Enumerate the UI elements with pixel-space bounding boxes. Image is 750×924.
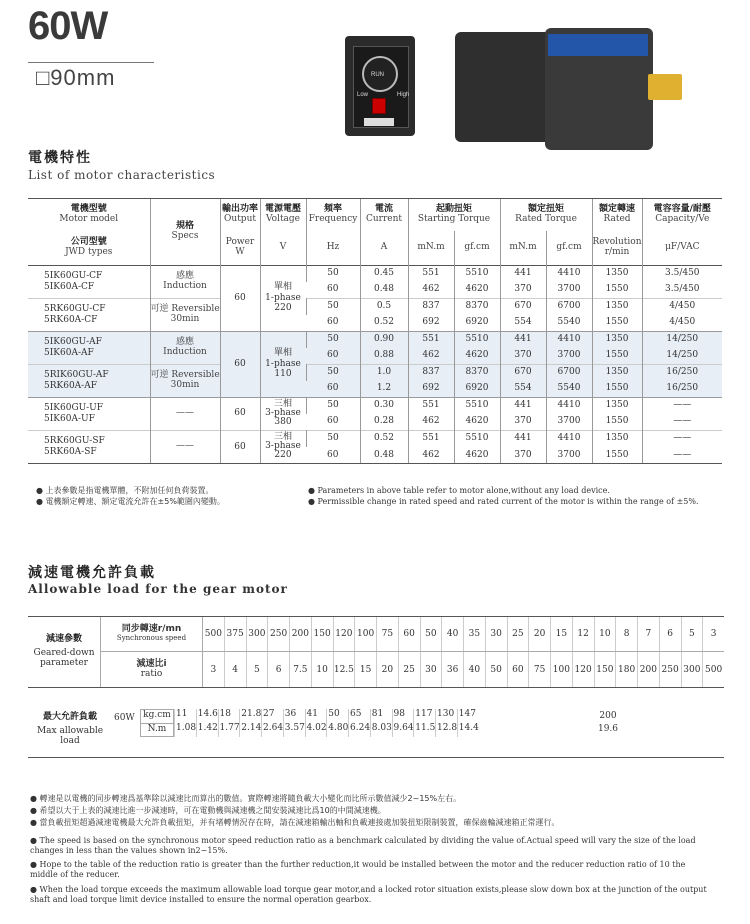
note2-en-2: ● When the load torque exceeds the maximum allowable load torque gear motor,and a locked rotor situation exists,please slow down box at the junction of the output shaft and load torque limit device installed to ensure the normal operation gearbox. bbox=[30, 885, 707, 904]
spec-cell: —— bbox=[150, 430, 220, 463]
table-cell: 370 bbox=[500, 447, 546, 464]
table-cell: 1550 bbox=[592, 381, 642, 398]
nameplate bbox=[364, 118, 394, 126]
section1-title-zh: 電機特性 bbox=[28, 150, 92, 166]
output-cell: 60 bbox=[220, 430, 260, 463]
load-cell: 36 3.57 bbox=[283, 709, 305, 737]
table-cell: 3700 bbox=[546, 282, 592, 299]
model-cell: 5RIK60GU-AF 5RK60A-AF bbox=[44, 370, 109, 391]
table-cell: 3700 bbox=[546, 414, 592, 431]
divider bbox=[28, 62, 154, 63]
section1-title-en: List of motor characteristics bbox=[28, 168, 216, 182]
table-cell: 670 bbox=[500, 364, 546, 381]
table-cell: 1550 bbox=[592, 348, 642, 365]
table-cell: 0.28 bbox=[360, 414, 408, 431]
motor-label bbox=[548, 34, 648, 56]
note2-zh-1: ● 希望以大于上表的減速比進一步減速時，可在電動機與減速機之間安裝減速比爲10的中間減速機。 bbox=[30, 806, 386, 815]
table-cell: 5510 bbox=[454, 265, 500, 282]
table-cell: 462 bbox=[408, 447, 454, 464]
table-cell: 4 bbox=[224, 652, 246, 687]
table-cell: 551 bbox=[408, 397, 454, 414]
table-cell: 60 bbox=[327, 416, 339, 427]
table-cell: 670 bbox=[500, 298, 546, 315]
model-cell: 5IK60GU-UF 5IK60A-UF bbox=[44, 403, 103, 424]
load-cell: 81 8.03 bbox=[370, 709, 392, 737]
table-cell: 14/250 bbox=[642, 331, 722, 348]
load-cell: 50 4.80 bbox=[326, 709, 348, 737]
table-row bbox=[28, 331, 722, 348]
table-cell: 837 bbox=[408, 364, 454, 381]
table-cell: 3.5/450 bbox=[642, 265, 722, 282]
load-values bbox=[174, 709, 479, 737]
table-cell: 150 bbox=[594, 652, 616, 687]
col-frequency: 頻率 Frequency bbox=[306, 199, 360, 231]
table-cell: 60 bbox=[327, 317, 339, 328]
power-switch-icon bbox=[372, 98, 386, 114]
table-cell: 300 bbox=[681, 652, 703, 687]
table-cell: 5510 bbox=[454, 331, 500, 348]
table-cell: 8 bbox=[615, 617, 637, 651]
table-cell: 120 bbox=[333, 617, 355, 651]
table-cell: 60 bbox=[327, 383, 339, 394]
table-cell: 120 bbox=[572, 652, 594, 687]
table-cell: 100 bbox=[354, 617, 376, 651]
table-cell: 300 bbox=[246, 617, 268, 651]
table-cell: 554 bbox=[500, 381, 546, 398]
table-cell: 1.0 bbox=[360, 364, 408, 381]
table-row bbox=[28, 364, 722, 381]
table-cell: 441 bbox=[500, 430, 546, 447]
table-cell: 30 bbox=[485, 617, 507, 651]
table-cell: 8370 bbox=[454, 298, 500, 315]
load-cell: 14.6 1.42 bbox=[196, 709, 218, 737]
table-cell: 692 bbox=[408, 381, 454, 398]
table-cell: 1350 bbox=[592, 298, 642, 315]
table-cell: 3700 bbox=[546, 348, 592, 365]
table-cell: 14/250 bbox=[642, 348, 722, 365]
table-cell: 1550 bbox=[592, 315, 642, 332]
table-cell: 180 bbox=[615, 652, 637, 687]
table-cell: 3 bbox=[202, 652, 224, 687]
table-cell: 250 bbox=[267, 617, 289, 651]
table-cell: 75 bbox=[376, 617, 398, 651]
table-cell: 15 bbox=[354, 652, 376, 687]
table-cell: 5510 bbox=[454, 430, 500, 447]
table-cell: 250 bbox=[659, 652, 681, 687]
section2-title-zh: 減速電機允許負載 bbox=[28, 565, 156, 581]
table-cell: 60 bbox=[507, 652, 529, 687]
table-cell: 10 bbox=[311, 652, 333, 687]
table-cell: 551 bbox=[408, 430, 454, 447]
voltage-cell: 單相 1-phase 220 bbox=[260, 265, 306, 331]
load-cell: 98 9.64 bbox=[392, 709, 414, 737]
table-cell: —— bbox=[642, 414, 722, 431]
table-row bbox=[28, 265, 722, 282]
model-cell: 5IK60GU-CF 5IK60A-CF bbox=[44, 271, 103, 292]
power-rating: 60W bbox=[28, 4, 108, 48]
high-label: High bbox=[397, 92, 410, 98]
table-cell: 370 bbox=[500, 282, 546, 299]
table-cell: 60 bbox=[398, 617, 420, 651]
table-cell: 441 bbox=[500, 265, 546, 282]
section2-title-en: Allowable load for the gear motor bbox=[28, 582, 288, 596]
table-cell: 0.45 bbox=[360, 265, 408, 282]
table-cell: 4620 bbox=[454, 348, 500, 365]
table-cell: 3 bbox=[702, 617, 724, 651]
max-load-kgcm: 200 bbox=[599, 711, 617, 721]
table-cell: 30 bbox=[420, 652, 442, 687]
col-current: 電流 Current bbox=[360, 199, 408, 231]
table-cell: 375 bbox=[224, 617, 246, 651]
table-cell: 36 bbox=[441, 652, 463, 687]
table-cell: 0.5 bbox=[360, 298, 408, 315]
table-cell: 100 bbox=[550, 652, 572, 687]
table-cell: 0.30 bbox=[360, 397, 408, 414]
table-row bbox=[28, 430, 722, 447]
table-cell: 50 bbox=[306, 298, 360, 315]
table-cell: 4410 bbox=[546, 265, 592, 282]
motor-characteristics-table: 電機型號 Motor model 規格 Specs 輸出功率 Output 電源電壓 Voltage 頻率 Frequency 電流 Current 起動扭矩 Starting Torque 額定扭矩 Rated Torque 額定轉速 Rated 電容容量/耐壓 Capacity/Ve 公司型號 JWD types Power W V Hz A mN.m gf.cm mN.m gf.cm Revolution r/min μF/VAC 5IK60GU-CF 5IK60A-CF 感應 Induction 60 單相 1-phase 220 50 0.45 551 5510 441 4410 1350 3.5/450 60 0.48 462 4620 370 3700 1550 3.5/450 5RK60GU-CF 5RK60A-CF 可逆 Reversible 30min 50 0.5 837 8370 670 6700 1350 4/450 60 0.52 692 6920 554 5540 1550 4/450 5IK60GU-AF 5IK60A-AF 感應 Induction 60 單相 1-phase 110 50 0.90 551 5510 441 4410 1350 14/250 60 0.88 462 4620 370 3700 1550 14/250 5RIK60GU-AF 5RK60A-AF 可逆 Reversible 30min 50 1.0 837 8370 670 6700 1350 16/250 60 1.2 692 6920 554 5540 1550 16/250 5IK60GU-UF 5IK60A-UF —— 60 三相 3-phase 380 50 0.30 551 5510 441 4410 1350 —— 60 0.28 462 4620 370 3700 1550 —— 5RK60GU-SF 5RK60A-SF —— 60 三相 3-phase 220 50 0.52 551 5510 441 4410 1350 —— 60 0.48 462 4620 370 3700 1550 —— bbox=[28, 198, 722, 464]
table-cell: 3700 bbox=[546, 447, 592, 464]
table-cell: 1550 bbox=[592, 447, 642, 464]
table-cell: 50 bbox=[306, 430, 360, 447]
output-cell: 60 bbox=[220, 397, 260, 430]
table-cell: 8370 bbox=[454, 364, 500, 381]
table-cell: 0.90 bbox=[360, 331, 408, 348]
table-cell: 4410 bbox=[546, 331, 592, 348]
note1-en-0: ● Parameters in above table refer to motor alone,without any load device. bbox=[308, 486, 610, 495]
table-cell: 462 bbox=[408, 282, 454, 299]
load-cell: 21.8 2.14 bbox=[239, 709, 261, 737]
table-row bbox=[28, 397, 722, 414]
table-cell: 150 bbox=[311, 617, 333, 651]
col-starting-torque: 起動扭矩 Starting Torque bbox=[408, 199, 500, 231]
note1-en-1: ● Permissible change in rated speed and rated current of the motor is within the range of ±5%. bbox=[308, 497, 699, 506]
voltage-cell: 單相 1-phase 110 bbox=[260, 331, 306, 397]
table-cell: 441 bbox=[500, 397, 546, 414]
col-voltage: 電源電壓 Voltage bbox=[260, 199, 306, 231]
spec-cell: 可逆 Reversible 30min bbox=[150, 364, 220, 397]
table-cell: 5 bbox=[681, 617, 703, 651]
table-cell: 462 bbox=[408, 348, 454, 365]
table-cell: 200 bbox=[289, 617, 311, 651]
table-cell: 1350 bbox=[592, 265, 642, 282]
load-cell: 41 4.02 bbox=[305, 709, 327, 737]
load-cell: 18 1.77 bbox=[218, 709, 240, 737]
table-cell: 1350 bbox=[592, 331, 642, 348]
load-cell: 27 2.64 bbox=[261, 709, 283, 737]
table-cell: 50 bbox=[306, 265, 360, 282]
table-cell: 7 bbox=[637, 617, 659, 651]
col-rated-speed: 額定轉速 Rated bbox=[592, 199, 642, 231]
table-cell: 20 bbox=[528, 617, 550, 651]
table-cell: 1350 bbox=[592, 364, 642, 381]
table-cell: 60 bbox=[327, 449, 339, 460]
table-cell: 25 bbox=[398, 652, 420, 687]
note1-zh-0: ● 上表參數是指電機單體，不附加任何負荷裝置。 bbox=[36, 486, 214, 495]
note1-zh-1: ● 電機額定轉速、額定電流允許在±5%範圍內變動。 bbox=[36, 497, 225, 506]
table-cell: 500 bbox=[702, 652, 724, 687]
table-cell: 4/450 bbox=[642, 315, 722, 332]
table-cell: 50 bbox=[306, 364, 360, 381]
motor-body bbox=[455, 32, 553, 142]
table-cell: 4620 bbox=[454, 447, 500, 464]
table-row bbox=[28, 298, 722, 315]
table-cell: 5 bbox=[246, 652, 268, 687]
table-cell: 4410 bbox=[546, 430, 592, 447]
table-cell: 5540 bbox=[546, 315, 592, 332]
table-cell: 25 bbox=[507, 617, 529, 651]
table-cell: 200 bbox=[637, 652, 659, 687]
run-label: RUN bbox=[371, 72, 384, 78]
table-cell: 0.52 bbox=[360, 430, 408, 447]
max-load-nm: 19.6 bbox=[597, 724, 619, 734]
col-model: 電機型號 Motor model bbox=[59, 204, 119, 224]
table-cell: 4410 bbox=[546, 397, 592, 414]
table-cell: 50 bbox=[485, 652, 507, 687]
table-cell: 12 bbox=[572, 617, 594, 651]
table-cell: 50 bbox=[306, 397, 360, 414]
table-cell: 50 bbox=[306, 331, 360, 348]
load-cell: 130 12.8 bbox=[435, 709, 457, 737]
note2-zh-2: ● 當負載扭矩超過減速電機最大允許負載扭矩，并有堵轉情況存在時，請在減速箱輸出軸和負載連接處加裝扭矩限制裝置，確保齒輪減速箱正常運行。 bbox=[30, 818, 560, 827]
model-cell: 5RK60GU-SF 5RK60A-SF bbox=[44, 436, 105, 457]
table-cell: —— bbox=[642, 447, 722, 464]
table-cell: 6700 bbox=[546, 298, 592, 315]
table-cell: 6700 bbox=[546, 364, 592, 381]
table-cell: 10 bbox=[594, 617, 616, 651]
load-cell: 11 1.08 bbox=[174, 709, 196, 737]
model-cell: 5IK60GU-AF 5IK60A-AF bbox=[44, 337, 102, 358]
table-cell: 692 bbox=[408, 315, 454, 332]
table-cell: 1550 bbox=[592, 282, 642, 299]
watt-label: 60W bbox=[114, 713, 135, 723]
note2-en-1: ● Hope to the table of the reduction ratio is greater than the further reduction,it would be installed between the motor and the reducer reduction ratio of 10 the middle of the reducer. bbox=[30, 860, 686, 879]
table-cell: 837 bbox=[408, 298, 454, 315]
allowable-load-table: 減速參數 Geared-down parameter 同步轉速r/mn Synchronous speed 減速比i ratio 500 375 300 250 200 150 120 100 75 60 50 40 35 30 25 20 15 12 10 8 7 6 5 3 3 4 5 6 7.5 10 12.5 15 20 25 30 36 40 50 60 75 100 120 150 180 200 250 300 500 最大允許負載 Max allowable load 60W kg.cm N.m 11 1.08 14.6 1.42 18 1.77 21.8 2.14 27 2.64 36 3.57 41 4.02 50 4.80 65 6.24 81 8.03 98 9.64 117 11.5 130 12.8 147 14.4 200 19.6 bbox=[28, 616, 724, 758]
table-cell: 1350 bbox=[592, 430, 642, 447]
table-cell: 15 bbox=[550, 617, 572, 651]
table-cell: 6 bbox=[659, 617, 681, 651]
table-cell: 1550 bbox=[592, 414, 642, 431]
spec-cell: 感應 Induction bbox=[150, 331, 220, 364]
table-cell: 462 bbox=[408, 414, 454, 431]
load-cell: 147 14.4 bbox=[457, 709, 479, 737]
table-cell: 60 bbox=[327, 350, 339, 361]
table-cell: 6920 bbox=[454, 381, 500, 398]
spec-cell: —— bbox=[150, 397, 220, 430]
load-cell: 117 11.5 bbox=[413, 709, 435, 737]
table-cell: 0.48 bbox=[360, 282, 408, 299]
load-cell: 65 6.24 bbox=[348, 709, 370, 737]
frame-size: □90mm bbox=[36, 65, 116, 90]
table-cell: 60 bbox=[327, 284, 339, 295]
table-cell: —— bbox=[642, 430, 722, 447]
speed-row bbox=[202, 617, 724, 652]
table-cell: 16/250 bbox=[642, 364, 722, 381]
table-cell: 3.5/450 bbox=[642, 282, 722, 299]
table-cell: 370 bbox=[500, 348, 546, 365]
table-cell: 20 bbox=[376, 652, 398, 687]
output-cell: 60 bbox=[220, 265, 260, 331]
table-cell: 500 bbox=[202, 617, 224, 651]
table-cell: 5540 bbox=[546, 381, 592, 398]
table-cell: 0.52 bbox=[360, 315, 408, 332]
model-cell: 5RK60GU-CF 5RK60A-CF bbox=[44, 304, 106, 325]
note2-en-0: ● The speed is based on the synchronous motor speed reduction ratio as a benchmark calculated by dividing the value of.Actual speed will vary the size of the load changes in less than the values shown in2~15%. bbox=[30, 836, 696, 855]
table-cell: 5510 bbox=[454, 397, 500, 414]
table-cell: 35 bbox=[463, 617, 485, 651]
table-cell: 40 bbox=[441, 617, 463, 651]
table-cell: 370 bbox=[500, 414, 546, 431]
ratio-row bbox=[202, 652, 724, 687]
table-cell: 4/450 bbox=[642, 298, 722, 315]
spec-cell: 感應 Induction bbox=[150, 265, 220, 298]
table-cell: 7.5 bbox=[289, 652, 311, 687]
table-cell: 1.2 bbox=[360, 381, 408, 398]
table-cell: 75 bbox=[528, 652, 550, 687]
output-cell: 60 bbox=[220, 331, 260, 397]
table-cell: 50 bbox=[420, 617, 442, 651]
table-cell: 4620 bbox=[454, 282, 500, 299]
spec-cell: 可逆 Reversible 30min bbox=[150, 298, 220, 331]
table-cell: 554 bbox=[500, 315, 546, 332]
table-cell: 0.88 bbox=[360, 348, 408, 365]
table-cell: 1350 bbox=[592, 397, 642, 414]
col-specs: 規格 Specs bbox=[150, 199, 220, 265]
col-capacity: 電容容量/耐壓 Capacity/Ve bbox=[642, 199, 722, 231]
table-cell: 4620 bbox=[454, 414, 500, 431]
output-shaft bbox=[648, 74, 682, 100]
table-cell: 551 bbox=[408, 265, 454, 282]
col-rated-torque: 額定扭矩 Rated Torque bbox=[500, 199, 592, 231]
table-cell: 0.48 bbox=[360, 447, 408, 464]
low-label: Low bbox=[357, 92, 369, 98]
col-output: 輸出功率 Output bbox=[220, 199, 260, 231]
table-cell: 12.5 bbox=[333, 652, 355, 687]
table-cell: —— bbox=[642, 397, 722, 414]
table-cell: 441 bbox=[500, 331, 546, 348]
voltage-cell: 三相 3-phase 220 bbox=[260, 430, 306, 463]
table-cell: 6920 bbox=[454, 315, 500, 332]
table-cell: 551 bbox=[408, 331, 454, 348]
table-cell: 16/250 bbox=[642, 381, 722, 398]
note2-zh-0: ● 轉速是以電機的同步轉速爲基準除以減速比而算出的數值。實際轉速將隨負載大小變化而比所示數值減少2~15%左右。 bbox=[30, 794, 462, 803]
table-cell: 6 bbox=[267, 652, 289, 687]
voltage-cell: 三相 3-phase 380 bbox=[260, 397, 306, 430]
table-cell: 40 bbox=[463, 652, 485, 687]
